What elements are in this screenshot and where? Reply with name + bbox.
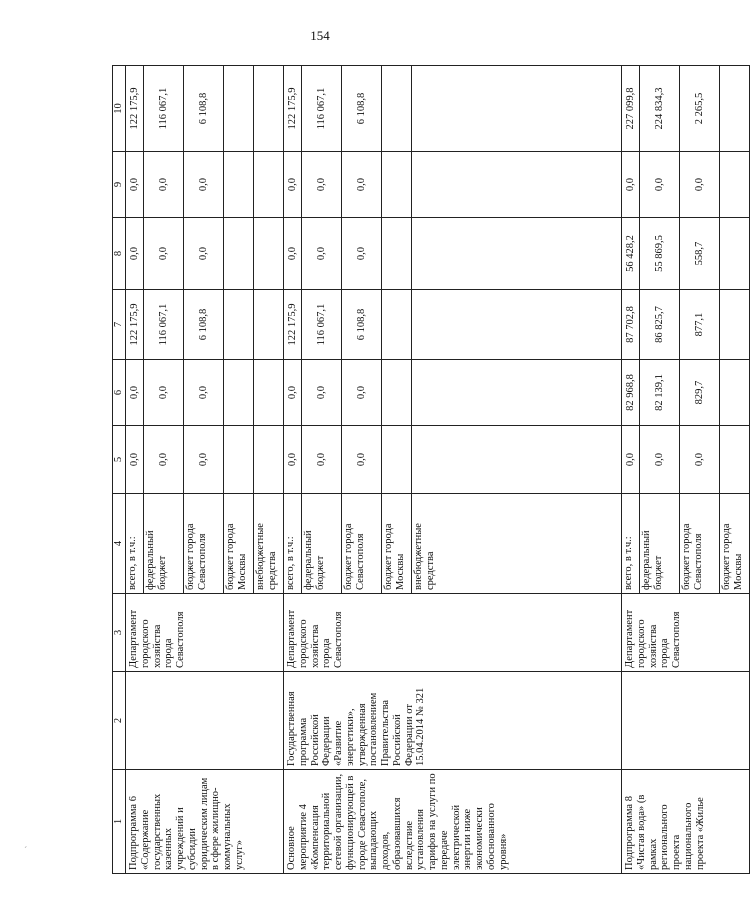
amount-cell (254, 426, 284, 494)
amount-cell (720, 218, 750, 290)
funding-source-cell: внебюджетные средства (254, 494, 284, 594)
amount-cell: 0,0 (680, 152, 720, 218)
amount-cell (412, 290, 622, 360)
amount-cell (720, 152, 750, 218)
executor-cell: Департамент городского хозяйства города Севастополя (622, 594, 750, 672)
amount-cell: 0,0 (284, 152, 302, 218)
margin-tick-mark: ´ (24, 846, 28, 857)
amount-cell: 0,0 (126, 426, 144, 494)
column-number: 7 (113, 290, 126, 360)
amount-cell: 6 108,8 (184, 290, 224, 360)
amount-cell: 6 108,8 (184, 66, 224, 152)
amount-cell: 116 067,1 (302, 66, 342, 152)
funding-source-cell: всего, в т.ч.: (126, 494, 144, 594)
amount-cell: 877,1 (680, 290, 720, 360)
amount-cell: 0,0 (144, 152, 184, 218)
rotated-table-frame (112, 66, 744, 874)
executor-cell: Департамент городского хозяйства города Севастополя (284, 594, 622, 672)
amount-cell: 82 968,8 (622, 360, 640, 426)
amount-cell: 0,0 (342, 360, 382, 426)
amount-cell (254, 66, 284, 152)
amount-cell: 2 265,5 (680, 66, 720, 152)
amount-cell: 122 175,9 (284, 290, 302, 360)
amount-cell (224, 218, 254, 290)
column-number: 6 (113, 360, 126, 426)
amount-cell: 0,0 (284, 360, 302, 426)
amount-cell (224, 426, 254, 494)
amount-cell: 55 869,5 (640, 218, 680, 290)
amount-cell: 0,0 (184, 152, 224, 218)
amount-cell (224, 66, 254, 152)
state-program-cell (622, 672, 750, 770)
program-name-cell: Подпрограмма 8 «Чистая вода» (в рамках регионального проекта национального проекта «Жилье (622, 770, 750, 874)
amount-cell (224, 152, 254, 218)
amount-cell: 82 139,1 (640, 360, 680, 426)
amount-cell: 6 108,8 (342, 66, 382, 152)
funding-source-cell: бюджет города Москвы (382, 494, 412, 594)
amount-cell: 0,0 (144, 218, 184, 290)
amount-cell (254, 360, 284, 426)
amount-cell: 0,0 (184, 360, 224, 426)
amount-cell (720, 360, 750, 426)
column-number: 9 (113, 152, 126, 218)
state-program-cell (126, 672, 284, 770)
column-number: 8 (113, 218, 126, 290)
amount-cell: 86 825,7 (640, 290, 680, 360)
column-number: 4 (113, 494, 126, 594)
funding-source-cell: всего, в т.ч.: (284, 494, 302, 594)
amount-cell (254, 152, 284, 218)
amount-cell (382, 66, 412, 152)
amount-cell: 224 834,3 (640, 66, 680, 152)
amount-cell (412, 66, 622, 152)
amount-cell: 829,7 (680, 360, 720, 426)
amount-cell: 0,0 (640, 426, 680, 494)
amount-cell (412, 218, 622, 290)
amount-cell: 87 702,8 (622, 290, 640, 360)
amount-cell: 558,7 (680, 218, 720, 290)
amount-cell: 0,0 (126, 152, 144, 218)
amount-cell (412, 152, 622, 218)
column-number: 2 (113, 672, 126, 770)
funding-source-cell: бюджет города Москвы (224, 494, 254, 594)
funding-source-cell: федеральный бюджет (144, 494, 184, 594)
funding-source-cell: внебюджетные средства (412, 494, 622, 594)
amount-cell: 0,0 (640, 152, 680, 218)
funding-source-cell: бюджет города Севастополя (184, 494, 224, 594)
amount-cell (382, 360, 412, 426)
amount-cell: 116 067,1 (144, 290, 184, 360)
amount-cell: 116 067,1 (302, 290, 342, 360)
amount-cell: 0,0 (284, 426, 302, 494)
amount-cell (382, 426, 412, 494)
amount-cell: 0,0 (680, 426, 720, 494)
amount-cell: 0,0 (126, 218, 144, 290)
amount-cell: 0,0 (622, 152, 640, 218)
amount-cell: 0,0 (342, 218, 382, 290)
table-row (284, 66, 302, 874)
amount-cell (720, 290, 750, 360)
budget-table (112, 65, 750, 874)
column-number: 1 (113, 770, 126, 874)
funding-source-cell: всего, в т.ч.: (622, 494, 640, 594)
amount-cell: 0,0 (622, 426, 640, 494)
amount-cell: 0,0 (144, 360, 184, 426)
table-row (622, 66, 640, 874)
column-number: 5 (113, 426, 126, 494)
amount-cell (412, 426, 622, 494)
amount-cell (382, 218, 412, 290)
amount-cell: 0,0 (144, 426, 184, 494)
page-number: 154 (310, 28, 330, 43)
table-row (126, 66, 144, 874)
funding-source-cell: бюджет города Севастополя (680, 494, 720, 594)
amount-cell: 6 108,8 (342, 290, 382, 360)
amount-cell: 227 099,8 (622, 66, 640, 152)
amount-cell: 0,0 (302, 152, 342, 218)
amount-cell (224, 290, 254, 360)
amount-cell: 0,0 (184, 426, 224, 494)
funding-source-cell: федеральный бюджет (302, 494, 342, 594)
column-number-row (113, 66, 126, 874)
program-name-cell: Основное мероприятие 4 «Компенсация территориальной сетевой организации, функционирующей в городе Севастополе, выпадающих доходов, образовавшихся вследствие установления тарифов на услуги по передаче электрической энергии ниже экономически обоснованного уровня» (284, 770, 622, 874)
amount-cell (720, 66, 750, 152)
table-container (112, 66, 744, 874)
executor-cell: Департамент городского хозяйства города Севастополя (126, 594, 284, 672)
amount-cell (720, 426, 750, 494)
state-program-cell: Государственная программа Российской Федерации «Развитие энергетики», утвержденная постановлением Правительства Российской Федерации от 15.04.2014 № 321 (284, 672, 622, 770)
amount-cell: 0,0 (302, 218, 342, 290)
column-number: 10 (113, 66, 126, 152)
amount-cell (254, 290, 284, 360)
amount-cell (382, 152, 412, 218)
amount-cell: 0,0 (302, 426, 342, 494)
amount-cell: 116 067,1 (144, 66, 184, 152)
amount-cell: 0,0 (342, 152, 382, 218)
amount-cell: 56 428,2 (622, 218, 640, 290)
program-name-cell: Подпрограмма 6 «Содержание государственных казенных учреждений и субсидии юридическим лицам в сфере жилищно-коммунальных услуг» (126, 770, 284, 874)
amount-cell: 0,0 (126, 360, 144, 426)
funding-source-cell: бюджет города Севастополя (342, 494, 382, 594)
amount-cell: 0,0 (342, 426, 382, 494)
amount-cell: 122 175,9 (126, 290, 144, 360)
amount-cell (224, 360, 254, 426)
amount-cell: 0,0 (302, 360, 342, 426)
amount-cell: 0,0 (184, 218, 224, 290)
amount-cell: 0,0 (284, 218, 302, 290)
funding-source-cell: федеральный бюджет (640, 494, 680, 594)
amount-cell (382, 290, 412, 360)
amount-cell: 122 175,9 (126, 66, 144, 152)
funding-source-cell: бюджет города Москвы (720, 494, 750, 594)
amount-cell (254, 218, 284, 290)
column-number: 3 (113, 594, 126, 672)
amount-cell: 122 175,9 (284, 66, 302, 152)
amount-cell (412, 360, 622, 426)
